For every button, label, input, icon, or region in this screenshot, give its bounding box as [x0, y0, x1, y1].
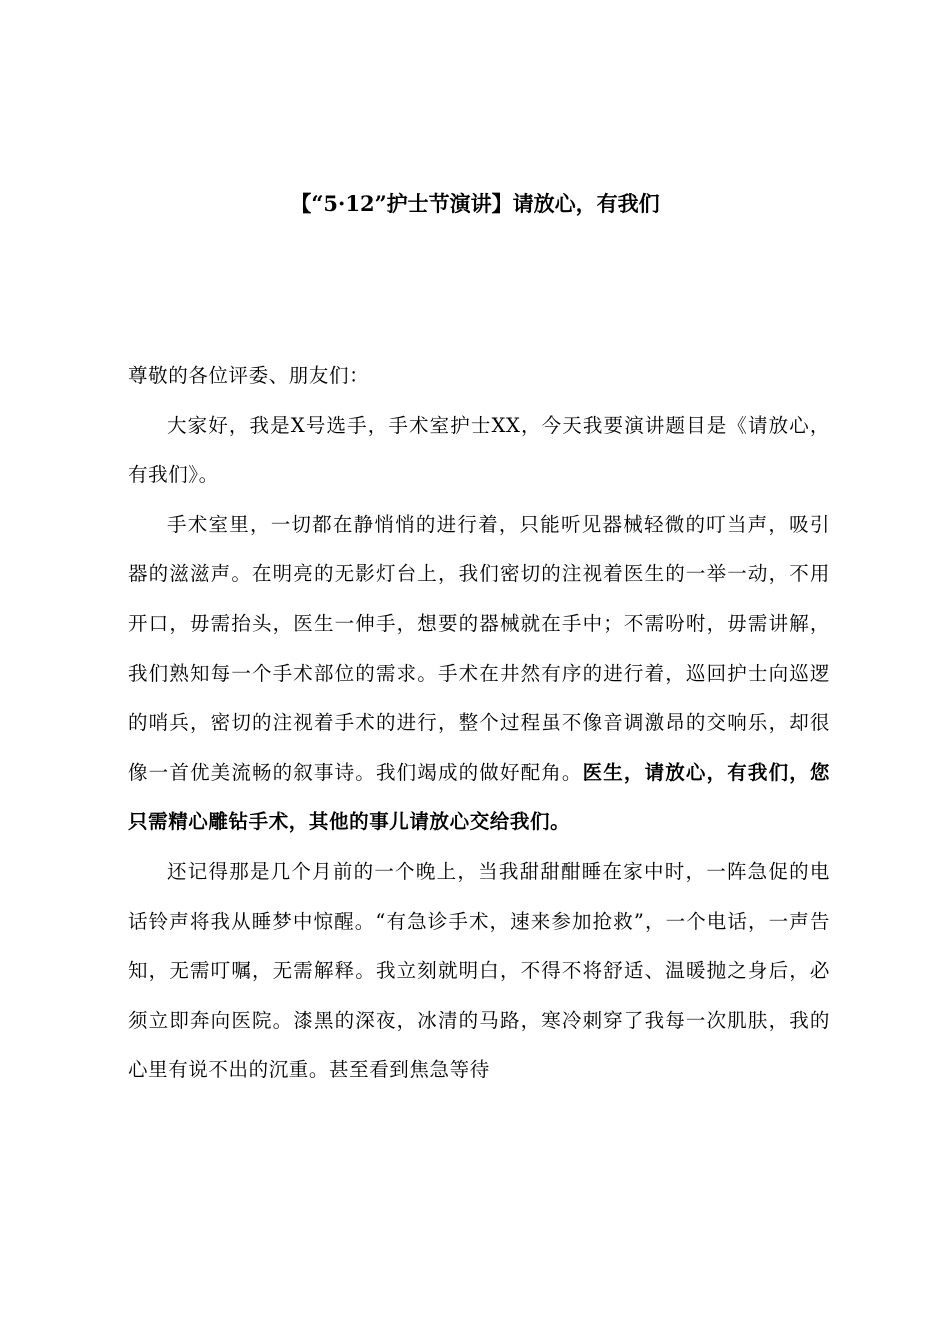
salutation: 尊敬的各位评委、朋友们： [128, 364, 370, 387]
document-title: 【“5·12”护士节演讲】请放心，有我们 [290, 191, 660, 216]
paragraph-operating-room [128, 500, 830, 847]
paragraph-operating-room-emphasis: 医生，请放心，有我们，您只需精心雕钻手术，其他的事儿请放心交给我们。 [128, 760, 831, 834]
paragraph-intro: 大家好，我是X号选手，手术室护士XX，今天我要演讲题目是《请放心，有我们》。 [128, 413, 830, 487]
document-body [128, 351, 830, 1095]
paragraph-night-call: 还记得那是几个月前的一个晚上，当我甜甜酣睡在家中时，一阵急促的电话铃声将我从睡梦中惊醒。“有急诊手术，速来参加抢救”，一个电话，一声告知，无需叮嘱，无需解释。我立刻就明白，不得不将舒适、温暖抛之身后，必须立即奔向医院。漆黑的深夜，冰清的马路，寒冷刺穿了我每一次肌肤，我的心里有说不出的沉重。甚至看到焦急等待 [128, 859, 830, 1082]
paragraph-operating-room-text: 手术室里，一切都在静悄悄的进行着，只能听见器械轻微的叮当声，吸引器的滋滋声。在明亮的无影灯台上，我们密切的注视着医生的一举一动，不用开口，毋需抬头，医生一伸手，想要的器械就在手中；不需吩咐，毋需讲解，我们熟知每一个手术部位的需求。手术在井然有序的进行着，巡回护士向巡逻的哨兵，密切的注视着手术的进行，整个过程虽不像音调激昂的交响乐，却很像一首优美流畅的叙事诗。我们竭成的做好配角。 [128, 512, 830, 784]
